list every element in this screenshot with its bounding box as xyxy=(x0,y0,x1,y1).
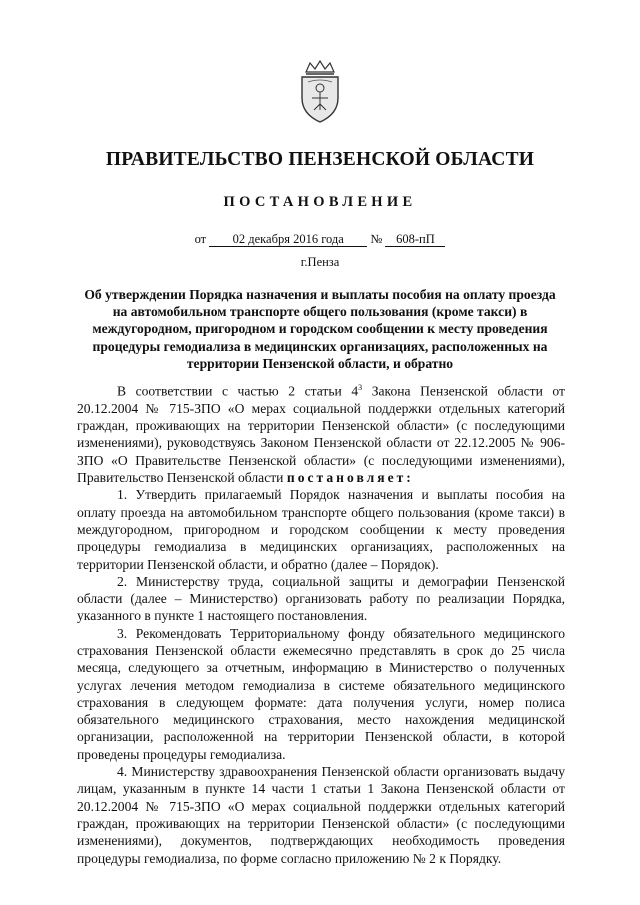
date-number-line xyxy=(0,232,640,247)
city: г.Пенза xyxy=(300,255,340,269)
document-type: ПОСТАНОВЛЕНИЕ xyxy=(223,194,417,210)
document-date: 02 декабря 2016 года xyxy=(209,232,367,247)
document-body xyxy=(77,379,565,867)
paragraph-3: 3. Рекомендовать Территориальному фонду обязательного медицинского страхования Пензенской области ежемесячно представлять в срок до 25 числа месяца, следующего за отчетным, информацию в Министерство о полученных услугах лечения методом гемодиализа в системе обязательного медицинского страхования в следующем формате: дата получения услуги, номер полиса обязательного медицинского страхования, место нахождения медицинской организации, расположенной на территории Пензенской области, в которой проведены процедуры гемодиализа. xyxy=(77,625,565,762)
document-number: 608-пП xyxy=(385,232,445,247)
penza-coat-of-arms-icon xyxy=(294,60,346,124)
government-name: ПРАВИТЕЛЬСТВО ПЕНЗЕНСКОЙ ОБЛАСТИ xyxy=(105,149,535,170)
paragraph-1: 1. Утвердить прилагаемый Порядок назначения и выплаты пособия на оплату проезда на автомобильном транспорте общего пользования (кроме такси) в междугородном, пригородном и городском сообщении к месту проведения процедуры гемодиализа в медицинских организациях, расположенных на территории Пензенской области, и обратно (далее – Порядок). xyxy=(77,487,565,572)
paragraph-4: 4. Министерству здравоохранения Пензенской области организовать выдачу лицам, указанным в пункте 14 части 1 статьи 1 Закона Пензенской области от 20.12.2004 № 715-ЗПО «О мерах социальной поддержки отдельных категорий граждан, проживающих на территории Пензенской области» (с последующими изменениями), документов, подтверждающих необходимость проведения процедуры гемодиализа, по форме согласно приложению № 2 к Порядку. xyxy=(77,764,565,866)
paragraph-2: 2. Министерству труда, социальной защиты и демографии Пензенской области (далее – Министерство) организовать работу по реализации Порядка, указанного в пункте 1 настоящего постановления. xyxy=(77,573,565,624)
article-superscript: 3 xyxy=(358,383,363,392)
number-sign: № xyxy=(370,232,383,246)
date-prefix: от xyxy=(194,232,207,246)
decree-word: постановляет: xyxy=(286,470,414,486)
document-title: Об утверждении Порядка назначения и выплаты пособия на оплату проезда на автомобильном транспорте общего пользования (кроме такси) в междугородном, пригородном и городском сообщении к месту проведения процедуры гемодиализа в медицинских организациях, расположенных на территории Пензенской области, и обратно xyxy=(84,287,556,371)
preamble-paragraph: В соответствии с частью 2 статьи $4^3$ Закона Пензенской области от 20.12.2004 № 715-ЗПО «О мерах социальной поддержки отдельных категорий граждан, проживающих на территории Пензенской области» (с последующими изменениями), руководствуясь Законом Пензенской области от 22.12.2005 № 906-ЗПО «О Правительстве Пензенской области» (с последующими изменениями), Правительство Пензенской области постановляет: xyxy=(77,383,565,486)
